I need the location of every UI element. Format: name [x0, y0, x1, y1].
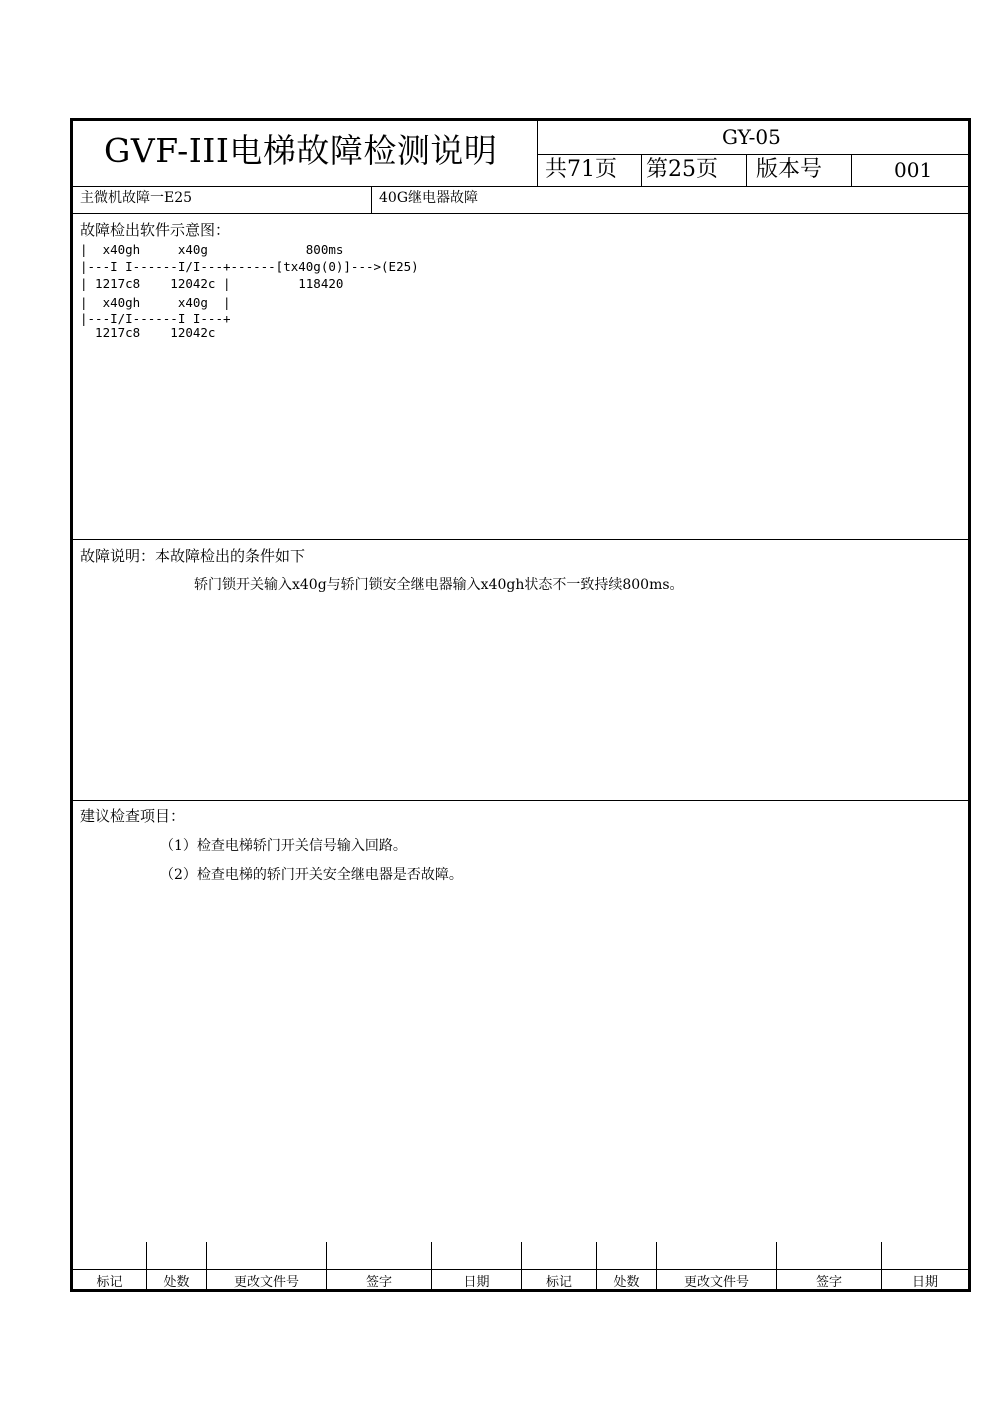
footer-cell: 签字	[815, 1275, 842, 1290]
section-divider	[72, 800, 968, 801]
suggestion-item: （2）检查电梯的轿门开关安全继电器是否故障。	[160, 867, 463, 883]
footer-cell: 处数	[613, 1275, 640, 1290]
version-label: 版本号	[756, 157, 823, 182]
page-title: GVF-III电梯故障检测说明	[104, 131, 498, 170]
fault-row-bottom-line	[72, 213, 968, 214]
section-divider	[72, 539, 968, 540]
header-divider	[537, 154, 968, 155]
header-vertical-line	[851, 154, 852, 186]
suggestion-item: （1）检查电梯轿门开关信号输入回路。	[160, 838, 407, 854]
diagram-line: | 1217c8 12042c | 118420	[80, 276, 344, 291]
footer-cell: 标记	[96, 1275, 123, 1290]
fault-row-divider	[371, 186, 372, 213]
diagram-line: | x40gh x40g |	[80, 295, 231, 310]
description-heading: 故障说明：本故障检出的条件如下	[80, 547, 306, 565]
footer-cell: 签字	[365, 1275, 392, 1290]
footer-cell: 处数	[163, 1275, 190, 1290]
footer-cell: 日期	[463, 1275, 490, 1290]
header-vertical-line	[537, 121, 538, 186]
header-vertical-line	[746, 154, 747, 186]
footer-cell: 日期	[911, 1275, 938, 1290]
header-vertical-line	[641, 154, 642, 186]
diagram-heading: 故障检出软件示意图：	[80, 221, 231, 239]
header-bottom-line	[72, 186, 968, 187]
footer-cell: 更改文件号	[233, 1275, 299, 1290]
footer-cell: 标记	[545, 1275, 572, 1290]
diagram-line: | x40gh x40g 800ms	[80, 242, 344, 257]
total-pages: 共71页	[545, 157, 617, 182]
description-body: 轿门锁开关输入x40g与轿门锁安全继电器输入x40gh状态不一致持续800ms。	[194, 577, 684, 593]
diagram-line: |---I/I------I I---+	[80, 311, 231, 326]
footer-cell: 更改文件号	[683, 1275, 749, 1290]
version-value: 001	[894, 158, 933, 182]
fault-type: 40G继电器故障	[379, 190, 478, 206]
fault-name: 主微机故障一E25	[80, 190, 193, 206]
page-number: 第25页	[646, 157, 718, 182]
doc-code: GY-05	[722, 125, 781, 149]
diagram-line: 1217c8 12042c	[80, 325, 216, 340]
suggestions-heading: 建议检查项目：	[80, 807, 186, 825]
diagram-line: |---I I------I/I---+------[tx40g(0)]--->(E25)	[80, 259, 419, 274]
